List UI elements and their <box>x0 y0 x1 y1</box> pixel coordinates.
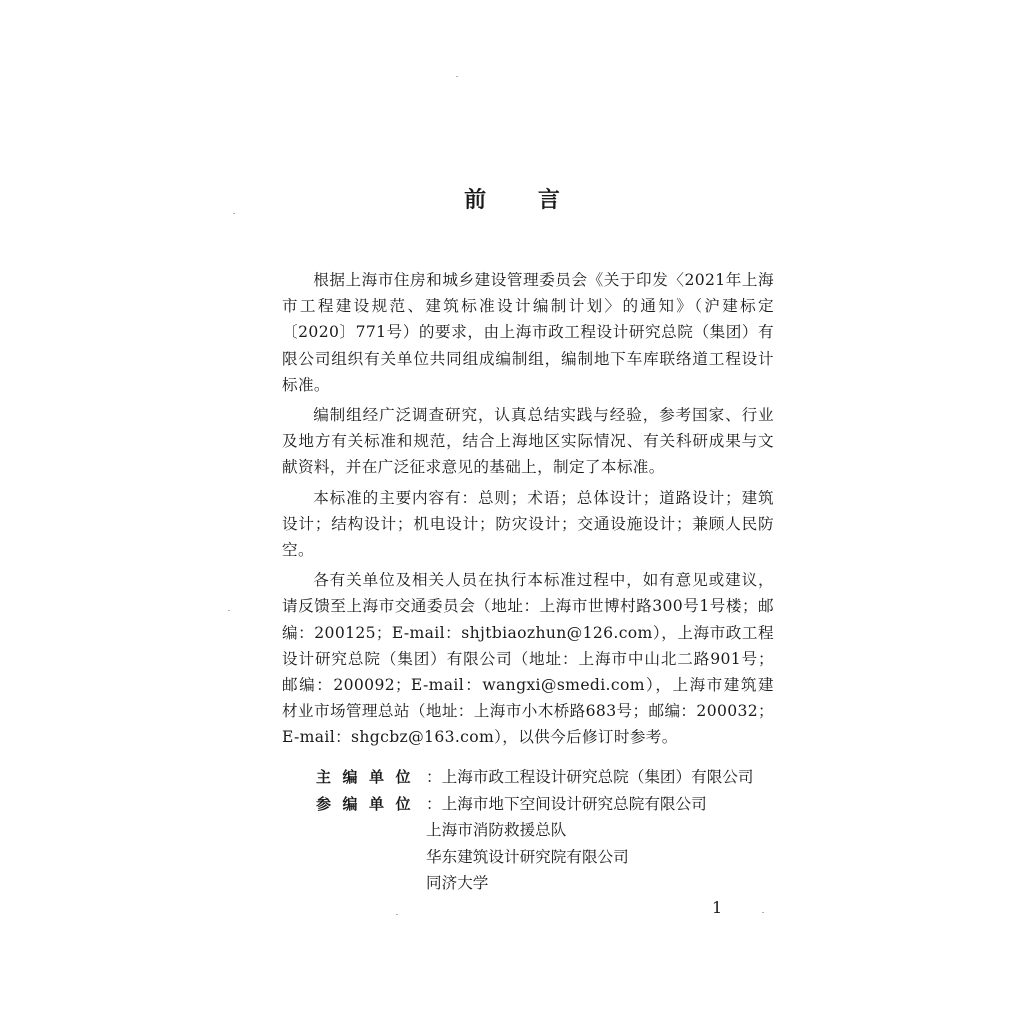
page-title: 前 言 <box>464 188 582 213</box>
editing-units <box>316 764 753 897</box>
scan-speck <box>233 213 235 214</box>
scan-speck <box>396 914 398 915</box>
scan-speck <box>762 912 764 913</box>
participating-unit-value: ：上海市地下空间设计研究总院有限公司 <box>426 794 707 813</box>
chief-unit-label: 主编单位 <box>316 768 423 786</box>
paragraph-feedback: 各有关单位及相关人员在执行本标准过程中，如有意见或建议，请反馈至上海市交通委员会（地址：上海市世博村路300号1号楼；邮编：200125；E-mail：shjtbiaozhun@126.com），上海市政工程设计研究总院（集团）有限公司（地址：上海市中山北二路901号；邮编：200092；E-mail：wangxi@smedi.com），上海市建筑建材业市场管理总站（地址：上海市小木桥路683号；邮编：200032；E-mail：shgcbz@163.com），以供今后修订时参考。 <box>282 571 774 747</box>
participating-unit-value: 华东建筑设计研究院有限公司 <box>426 847 629 866</box>
paragraph-contents: 本标准的主要内容有：总则；术语；总体设计；道路设计；建筑设计；结构设计；机电设计；防灾设计；交通设施设计；兼顾人民防空。 <box>282 488 774 560</box>
paragraph-method: 编制组经广泛调查研究，认真总结实践与经验，参考国家、行业及地方有关标准和规范，结合上海地区实际情况、有关科研成果与文献资料，并在广泛征求意见的基础上，制定了本标准。 <box>282 406 774 477</box>
preface-body <box>282 267 774 755</box>
chief-unit-value: ：上海市政工程设计研究总院（集团）有限公司 <box>426 768 754 786</box>
scan-speck <box>456 76 458 77</box>
page-number: 1 <box>712 898 723 917</box>
scan-speck <box>228 610 230 611</box>
participating-unit-label: 参编单位 <box>316 794 423 813</box>
participating-unit-value: 同济大学 <box>426 874 489 892</box>
participating-unit-row <box>316 791 753 818</box>
chief-unit-row <box>316 764 753 791</box>
paragraph-background: 根据上海市住房和城乡建设管理委员会《关于印发〈2021年上海市工程建设规范、建筑标准设计编制计划〉的通知》（沪建标定〔2020〕771号）的要求，由上海市政工程设计研究总院（集团）有限公司组织有关单位共同组成编制组，编制地下车库联络道工程设计标准。 <box>282 271 774 394</box>
participating-unit-value: 上海市消防救援总队 <box>426 821 567 839</box>
